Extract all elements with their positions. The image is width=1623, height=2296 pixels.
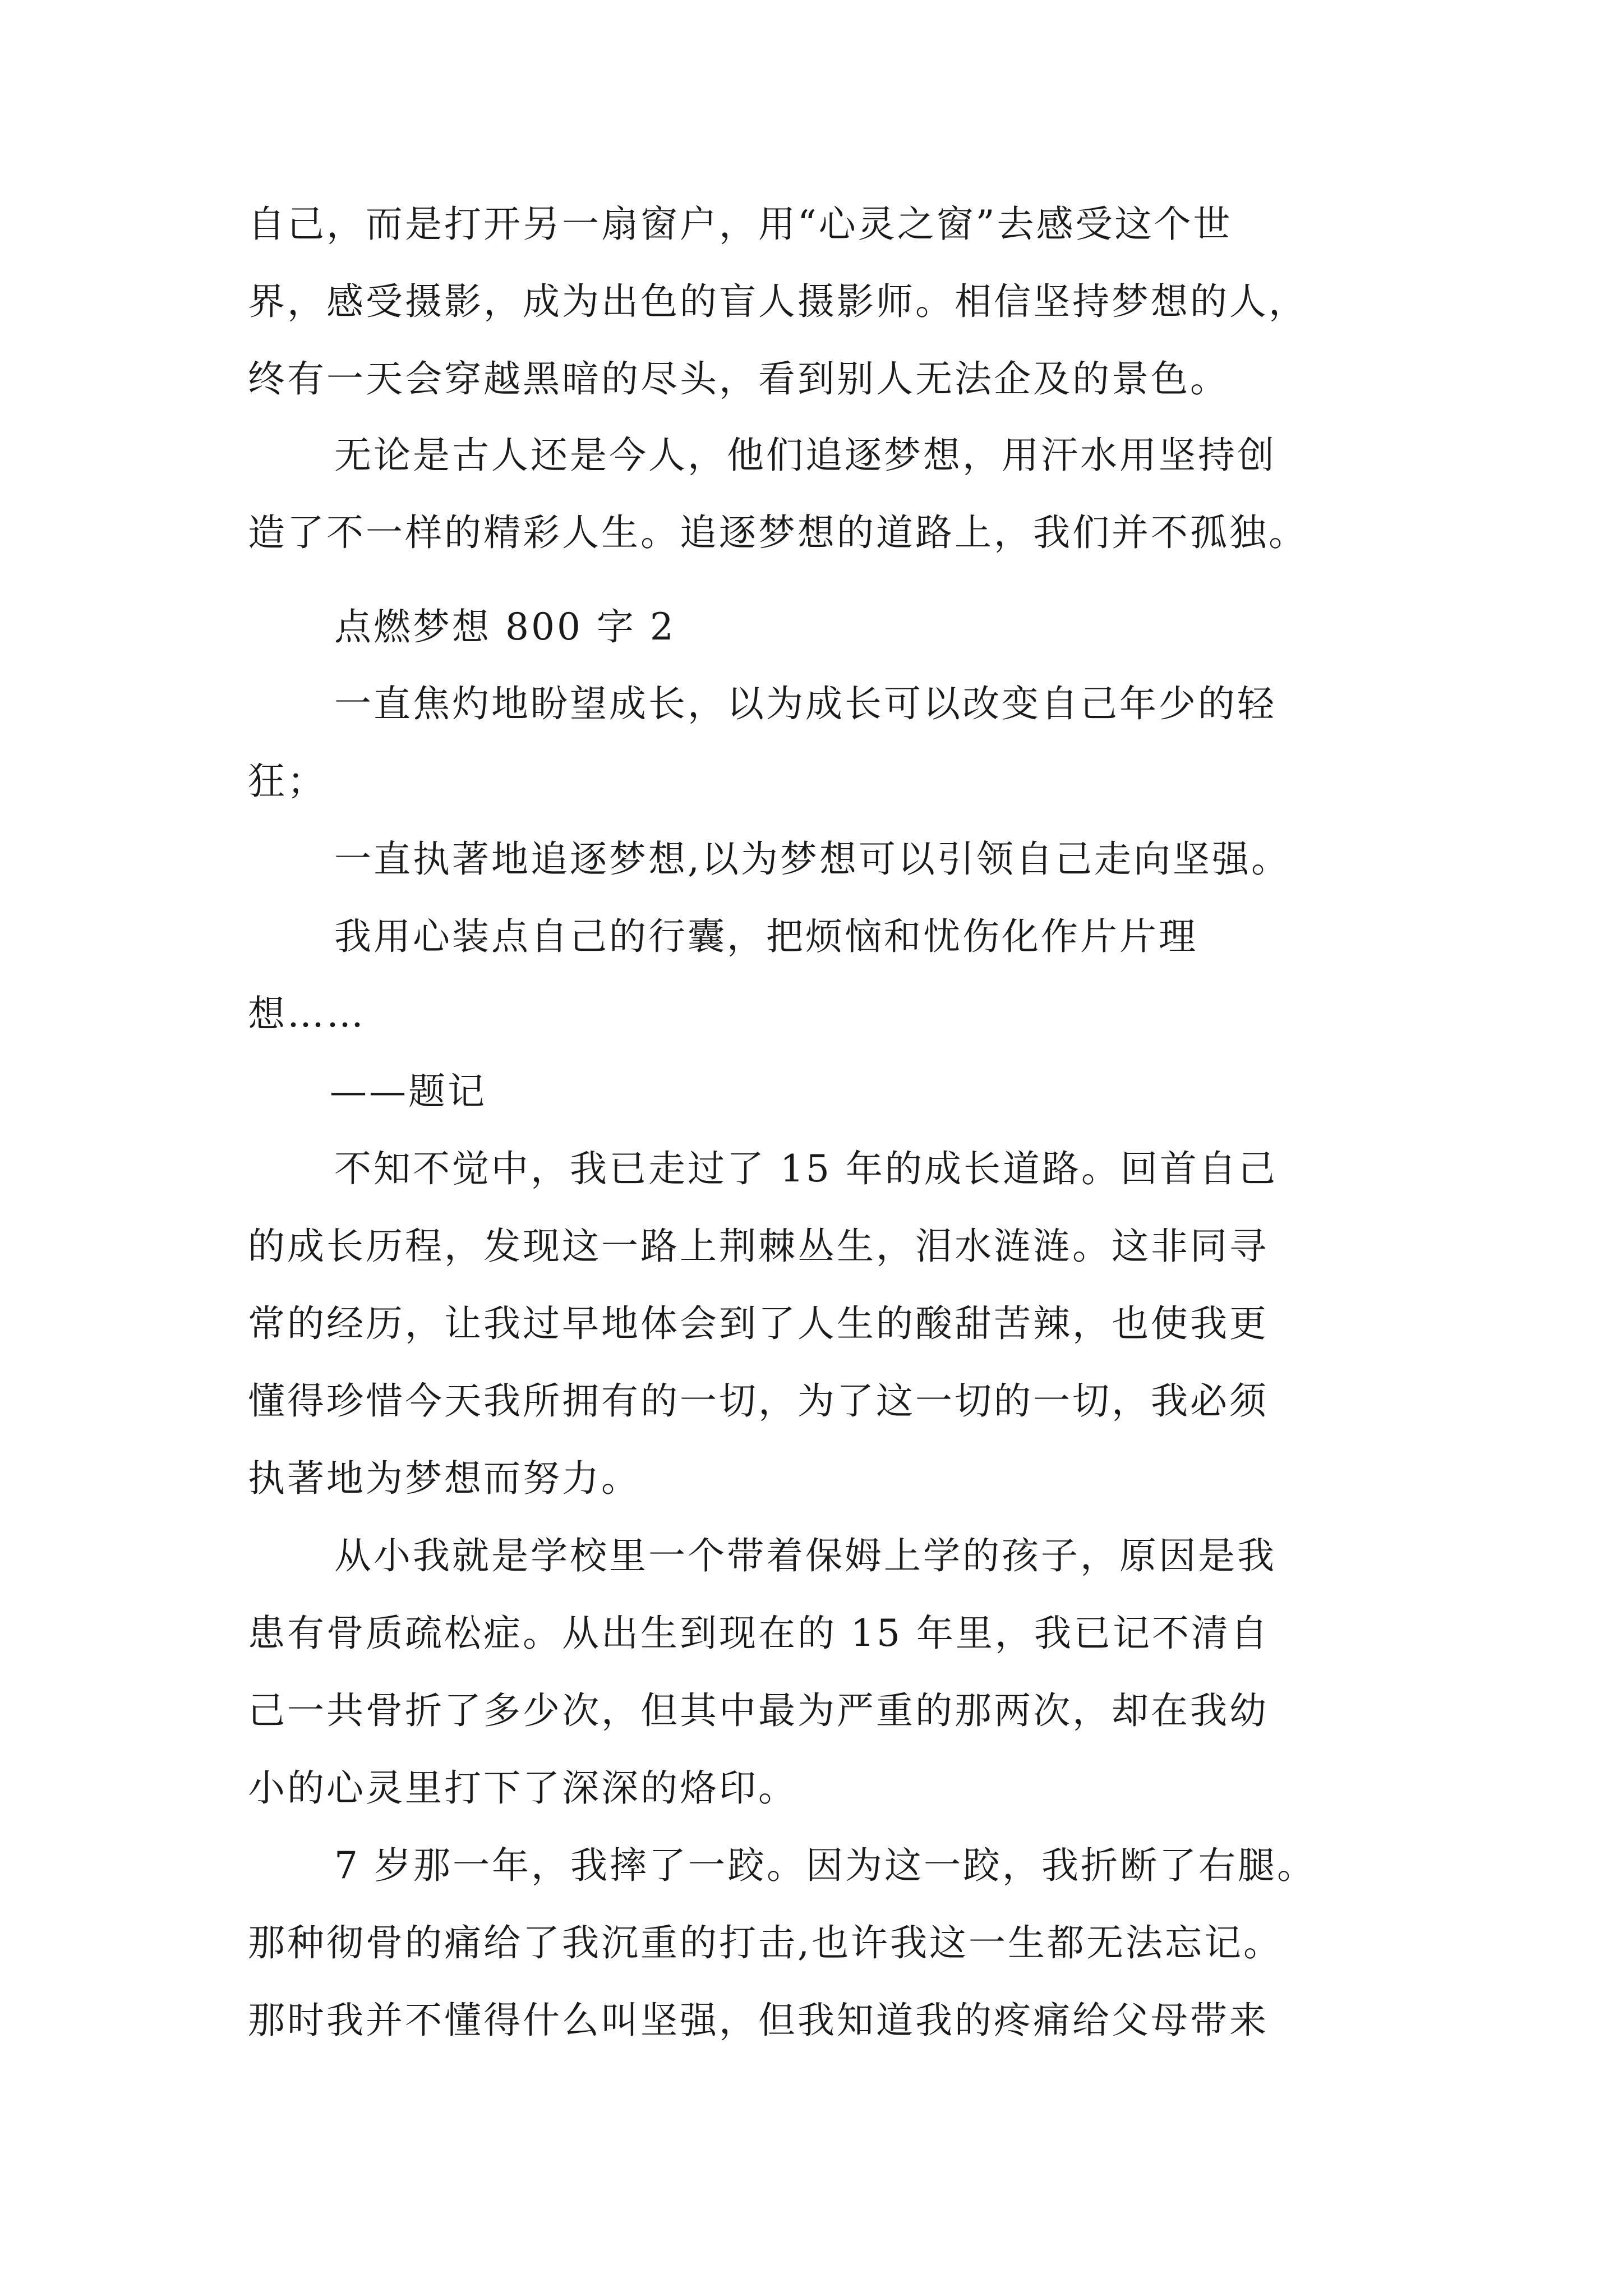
- text-line: 小的心灵里打下了深深的烙印。: [248, 1766, 797, 1810]
- text-line: 患有骨质疏松症。从出生到现在的 15 年里，我已记不清自: [248, 1612, 1270, 1655]
- text-line: 界，感受摄影，成为出色的盲人摄影师。相信坚持梦想的人，: [248, 280, 1308, 323]
- text-line: 的成长历程，发现这一路上荆棘丛生，泪水涟涟。这非同寻: [248, 1225, 1269, 1268]
- text-line: 那时我并不懂得什么叫坚强，但我知道我的疼痛给父母带来: [248, 1999, 1269, 2042]
- text-line: 想……: [248, 992, 366, 1036]
- paragraph-start: 我用心装点自己的行囊，把烦恼和忧伤化作片片理: [334, 915, 1198, 958]
- text-line: 己一共骨折了多少次，但其中最为严重的那两次，却在我幼: [248, 1689, 1269, 1732]
- text-line: 常的经历，让我过早地体会到了人生的酸甜苦辣，也使我更: [248, 1302, 1269, 1345]
- epigraph-attribution: ——题记: [330, 1070, 487, 1113]
- section-heading: 点燃梦想 800 字 2: [334, 605, 676, 648]
- paragraph-start: 一直焦灼地盼望成长，以为成长可以改变自己年少的轻: [334, 682, 1276, 725]
- text-line: 狂；: [248, 760, 326, 803]
- paragraph-start: 7 岁那一年，我摔了一跤。因为这一跤，我折断了右腿。: [334, 1844, 1316, 1887]
- text-line: 懂得珍惜今天我所拥有的一切，为了这一切的一切，我必须: [248, 1379, 1269, 1423]
- text-line: 自己，而是打开另一扇窗户，用“心灵之窗”去感受这个世: [248, 203, 1233, 246]
- paragraph-start: 一直执著地追逐梦想,以为梦想可以引领自己走向坚强。: [334, 838, 1290, 881]
- paragraph-start: 从小我就是学校里一个带着保姆上学的孩子，原因是我: [334, 1534, 1276, 1577]
- paragraph-start: 不知不觉中，我已走过了 15 年的成长道路。回首自己: [334, 1147, 1278, 1190]
- text-line: 执著地为梦想而努力。: [248, 1457, 640, 1500]
- text-line: 终有一天会穿越黑暗的尽头，看到别人无法企及的景色。: [248, 357, 1229, 401]
- paragraph-start: 无论是古人还是今人，他们追逐梦想，用汗水用坚持创: [334, 434, 1276, 477]
- text-line: 那种彻骨的痛给了我沉重的打击,也许我这一生都无法忘记。: [248, 1921, 1283, 1964]
- text-line: 造了不一样的精彩人生。追逐梦想的道路上，我们并不孤独。: [248, 511, 1308, 554]
